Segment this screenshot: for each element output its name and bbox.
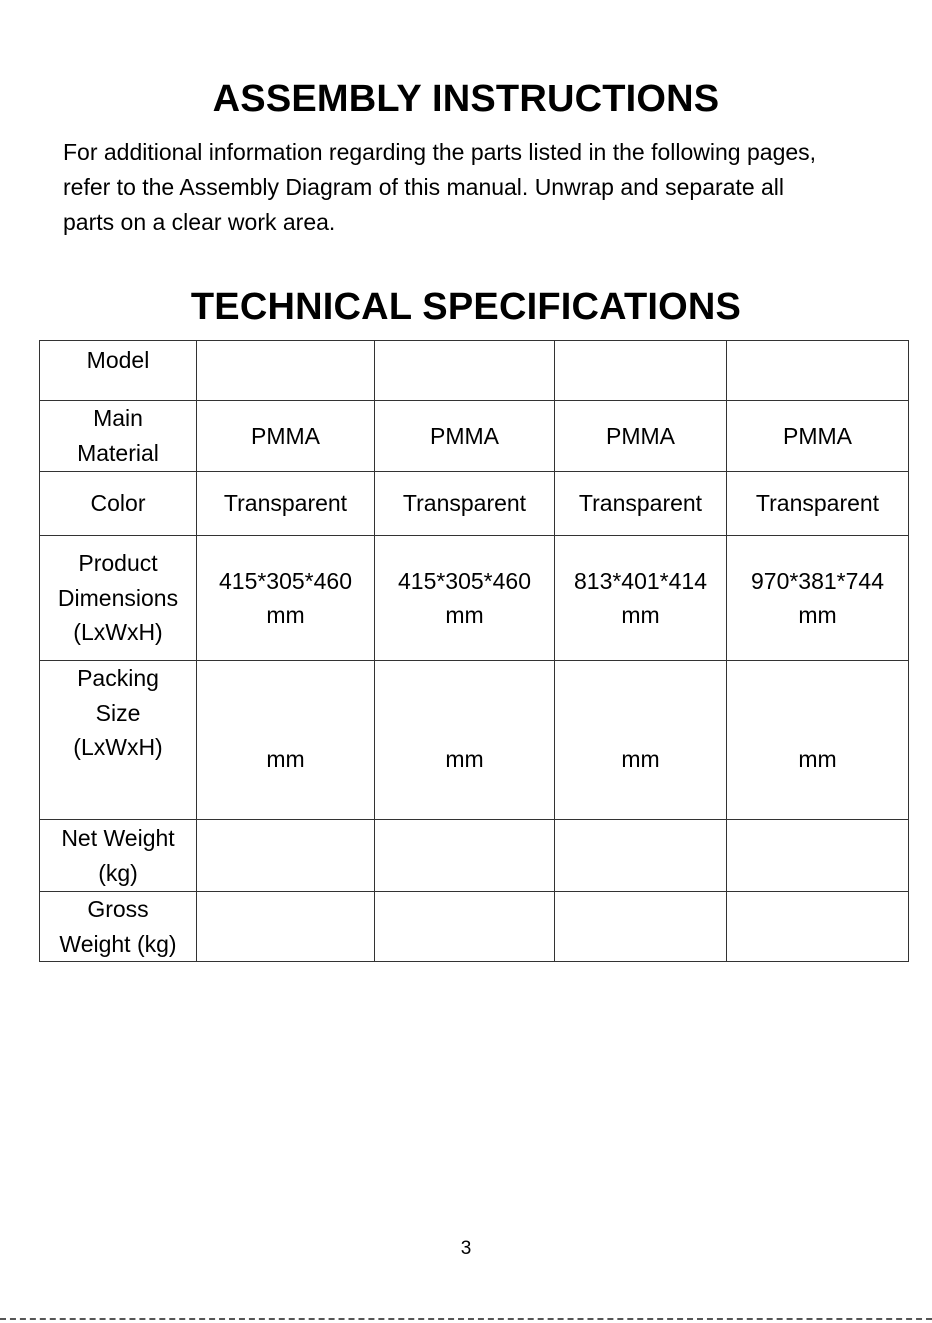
spec-value-text: mm [445, 745, 484, 772]
spec-label-cell [40, 341, 197, 401]
spec-value-text: PMMA [606, 422, 675, 449]
intro-line: parts on a clear work area. [63, 209, 336, 235]
spec-label-text: Model [86, 347, 150, 373]
spec-value-cell [197, 820, 375, 892]
spec-value-cell [375, 892, 555, 962]
spec-value-cell [555, 820, 727, 892]
spec-value-cell [555, 472, 727, 536]
spec-row-gross-weight [40, 892, 909, 962]
spec-value-cell [197, 536, 375, 661]
spec-value-cell [375, 341, 555, 401]
spec-value-text: Transparent [223, 490, 348, 517]
spec-value-cell [375, 472, 555, 536]
spec-value-cell [727, 892, 909, 962]
spec-row-model [40, 341, 909, 401]
spec-value-cell [197, 401, 375, 472]
spec-value-text: Transparent [755, 490, 880, 517]
spec-value-text: 970*381*744 [750, 567, 885, 594]
assembly-intro-paragraph [63, 135, 893, 240]
spec-value-cell [197, 341, 375, 401]
spec-label-text: Main [93, 405, 143, 431]
spec-value-cell [555, 892, 727, 962]
spec-row-net-weight [40, 820, 909, 892]
spec-label-text: Net Weight [61, 825, 175, 851]
spec-label-text: (kg) [98, 859, 138, 886]
spec-label-cell [40, 892, 197, 962]
spec-value-cell [727, 341, 909, 401]
page-number: 3 [460, 1238, 472, 1259]
spec-label-text: Gross [87, 896, 149, 922]
spec-label-text: Weight (kg) [59, 930, 177, 957]
spec-label-text: Product [78, 550, 158, 577]
spec-label-cell [40, 661, 197, 820]
spec-value-text: mm [798, 602, 837, 628]
page-bottom-rule [0, 1318, 932, 1320]
spec-label-text: Color [90, 490, 146, 517]
spec-value-cell [197, 892, 375, 962]
spec-value-cell [375, 401, 555, 472]
spec-label-text: Packing [77, 665, 159, 691]
spec-row-main-material [40, 401, 909, 472]
spec-value-text: 415*305*460 [397, 567, 532, 594]
spec-label-text: (LxWxH) [73, 619, 163, 646]
spec-value-text: mm [445, 602, 484, 628]
spec-value-text: 813*401*414 [573, 567, 708, 594]
spec-value-cell [375, 536, 555, 661]
spec-value-cell [727, 401, 909, 472]
spec-label-cell [40, 401, 197, 472]
spec-label-text: Size [95, 699, 141, 726]
spec-value-text: Transparent [402, 490, 527, 517]
spec-label-cell [40, 820, 197, 892]
spec-value-cell [727, 661, 909, 820]
spec-value-cell [555, 661, 727, 820]
spec-value-cell [197, 661, 375, 820]
spec-value-text: PMMA [783, 422, 852, 449]
spec-label-text: Dimensions [57, 584, 179, 611]
spec-value-text: mm [266, 602, 305, 628]
spec-value-text: 415*305*460 [218, 567, 353, 594]
spec-label-text: Material [77, 439, 159, 466]
spec-row-packing-size [40, 661, 909, 820]
spec-row-color [40, 472, 909, 536]
spec-value-cell [197, 472, 375, 536]
specifications-table [39, 340, 909, 962]
spec-value-cell [727, 472, 909, 536]
spec-value-text: PMMA [251, 422, 320, 449]
spec-value-text: mm [266, 745, 305, 772]
spec-label-cell [40, 472, 197, 536]
spec-value-text: mm [798, 745, 837, 772]
intro-line: refer to the Assembly Diagram of this manual. Unwrap and separate all [63, 174, 785, 200]
spec-value-text: PMMA [430, 422, 499, 449]
spec-row-product-dimensions [40, 536, 909, 661]
spec-value-text: Transparent [578, 490, 703, 517]
spec-value-cell [727, 536, 909, 661]
spec-value-cell [375, 661, 555, 820]
spec-label-cell [40, 536, 197, 661]
intro-line: For additional information regarding the parts listed in the following pages, [63, 139, 817, 165]
assembly-instructions-heading: ASSEMBLY INSTRUCTIONS [212, 78, 720, 120]
spec-value-cell [555, 536, 727, 661]
spec-label-text: (LxWxH) [73, 734, 163, 760]
spec-value-cell [555, 401, 727, 472]
spec-value-text: mm [621, 745, 660, 772]
spec-value-cell [555, 341, 727, 401]
spec-value-cell [375, 820, 555, 892]
technical-specifications-heading: TECHNICAL SPECIFICATIONS [190, 286, 742, 328]
spec-value-cell [727, 820, 909, 892]
spec-value-text: mm [621, 602, 660, 628]
